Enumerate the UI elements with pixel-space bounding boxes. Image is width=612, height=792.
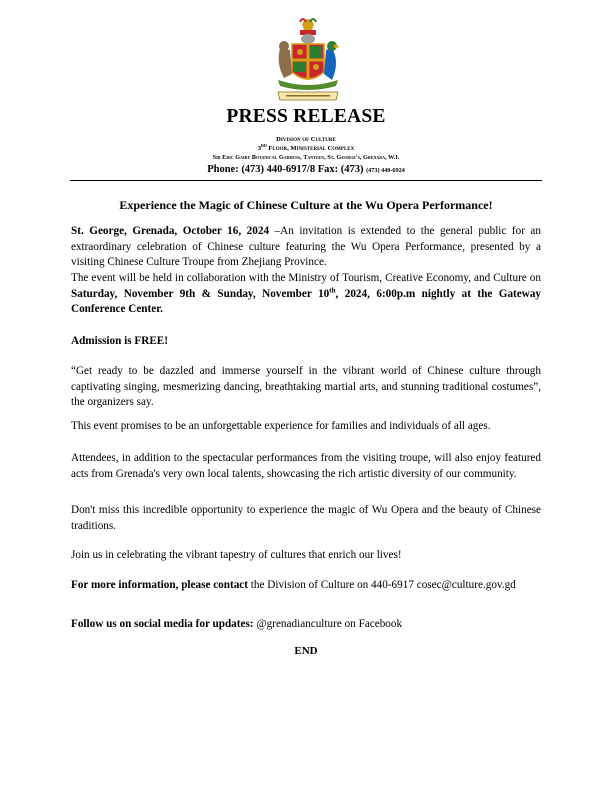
paragraph-admission: Admission is FREE! — [71, 335, 168, 347]
header-floor-suffix: rd — [261, 143, 267, 149]
header-divider — [70, 180, 542, 181]
contact-text: the Division of Culture on 440-6917 cosec@culture.gov.gd — [248, 579, 516, 591]
header-floor-number: 3 — [257, 145, 262, 152]
intro-text: –An invitation is extended to the general public for an extraordinary celebration of Chinese culture featuring the Wu Opera Performance, presented by a visiting Chinese Culture Troupe from Zhejiang Province. — [71, 225, 541, 268]
header-phone: Phone: (473) 440-6917/8 Fax: (473) — [207, 164, 364, 175]
headline: Experience the Magic of Chinese Culture at the Wu Opera Performance! — [119, 198, 493, 212]
paragraph-intro — [71, 224, 541, 271]
event-date-main: Saturday, November 9th & Sunday, November 10 — [71, 287, 330, 300]
page-title: PRESS RELEASE — [226, 106, 386, 127]
paragraph-contact — [71, 578, 541, 594]
event-lead: The event will be held in collaboration with the Ministry of Tourism, Creative Economy, and Culture on — [71, 272, 541, 284]
header-address: Sir Eric Gairy Botanical Gardens, Tanteen, St. George's, Grenada, W.I. — [212, 154, 400, 161]
paragraph-quote: “Get ready to be dazzled and immerse yourself in the vibrant world of Chinese culture through captivating singing, mesmerizing dancing, breathtaking martial arts, and stunning traditional costumes”, the organizers say. — [71, 365, 541, 408]
event-date — [71, 285, 542, 316]
paragraph-promise: This event promises to be an unforgettable experience for families and individuals of all ages. — [71, 420, 491, 432]
social-lead: Follow us on social media for updates: — [71, 618, 254, 630]
end-marker: END — [294, 645, 318, 657]
dateline: St. George, Grenada, October 16, 2024 — [71, 225, 270, 237]
header-floor-rest: Floor, Ministerial Complex — [266, 145, 355, 152]
header-fax-number: (473) 440-6924 — [366, 167, 405, 174]
paragraph-social — [71, 617, 541, 633]
paragraph-dont-miss: Don't miss this incredible opportunity to experience the magic of Wu Opera and the beauty of Chinese traditions. — [71, 504, 541, 532]
header-floor — [0, 145, 612, 152]
social-text: @grenadianculture on Facebook — [253, 618, 403, 630]
event-date-rest: , 2024, 6:00p.m nightly at the Gateway Conference Center. — [71, 287, 542, 315]
header-contact — [0, 164, 612, 175]
coat-of-arms-icon — [270, 14, 346, 106]
paragraph-event-details — [71, 271, 541, 318]
paragraph-attendees: Attendees, in addition to the spectacular performances from the visiting troupe, will also enjoy featured acts from Grenada's very own local talents, showcasing the rich artistic diversity of our community. — [71, 452, 541, 480]
event-date-sup: th — [329, 285, 336, 294]
paragraph-join-us: Join us in celebrating the vibrant tapestry of cultures that enrich our lives! — [71, 549, 402, 561]
header-division: Division of Culture — [276, 136, 336, 143]
contact-lead: For more information, please contact — [71, 579, 248, 591]
